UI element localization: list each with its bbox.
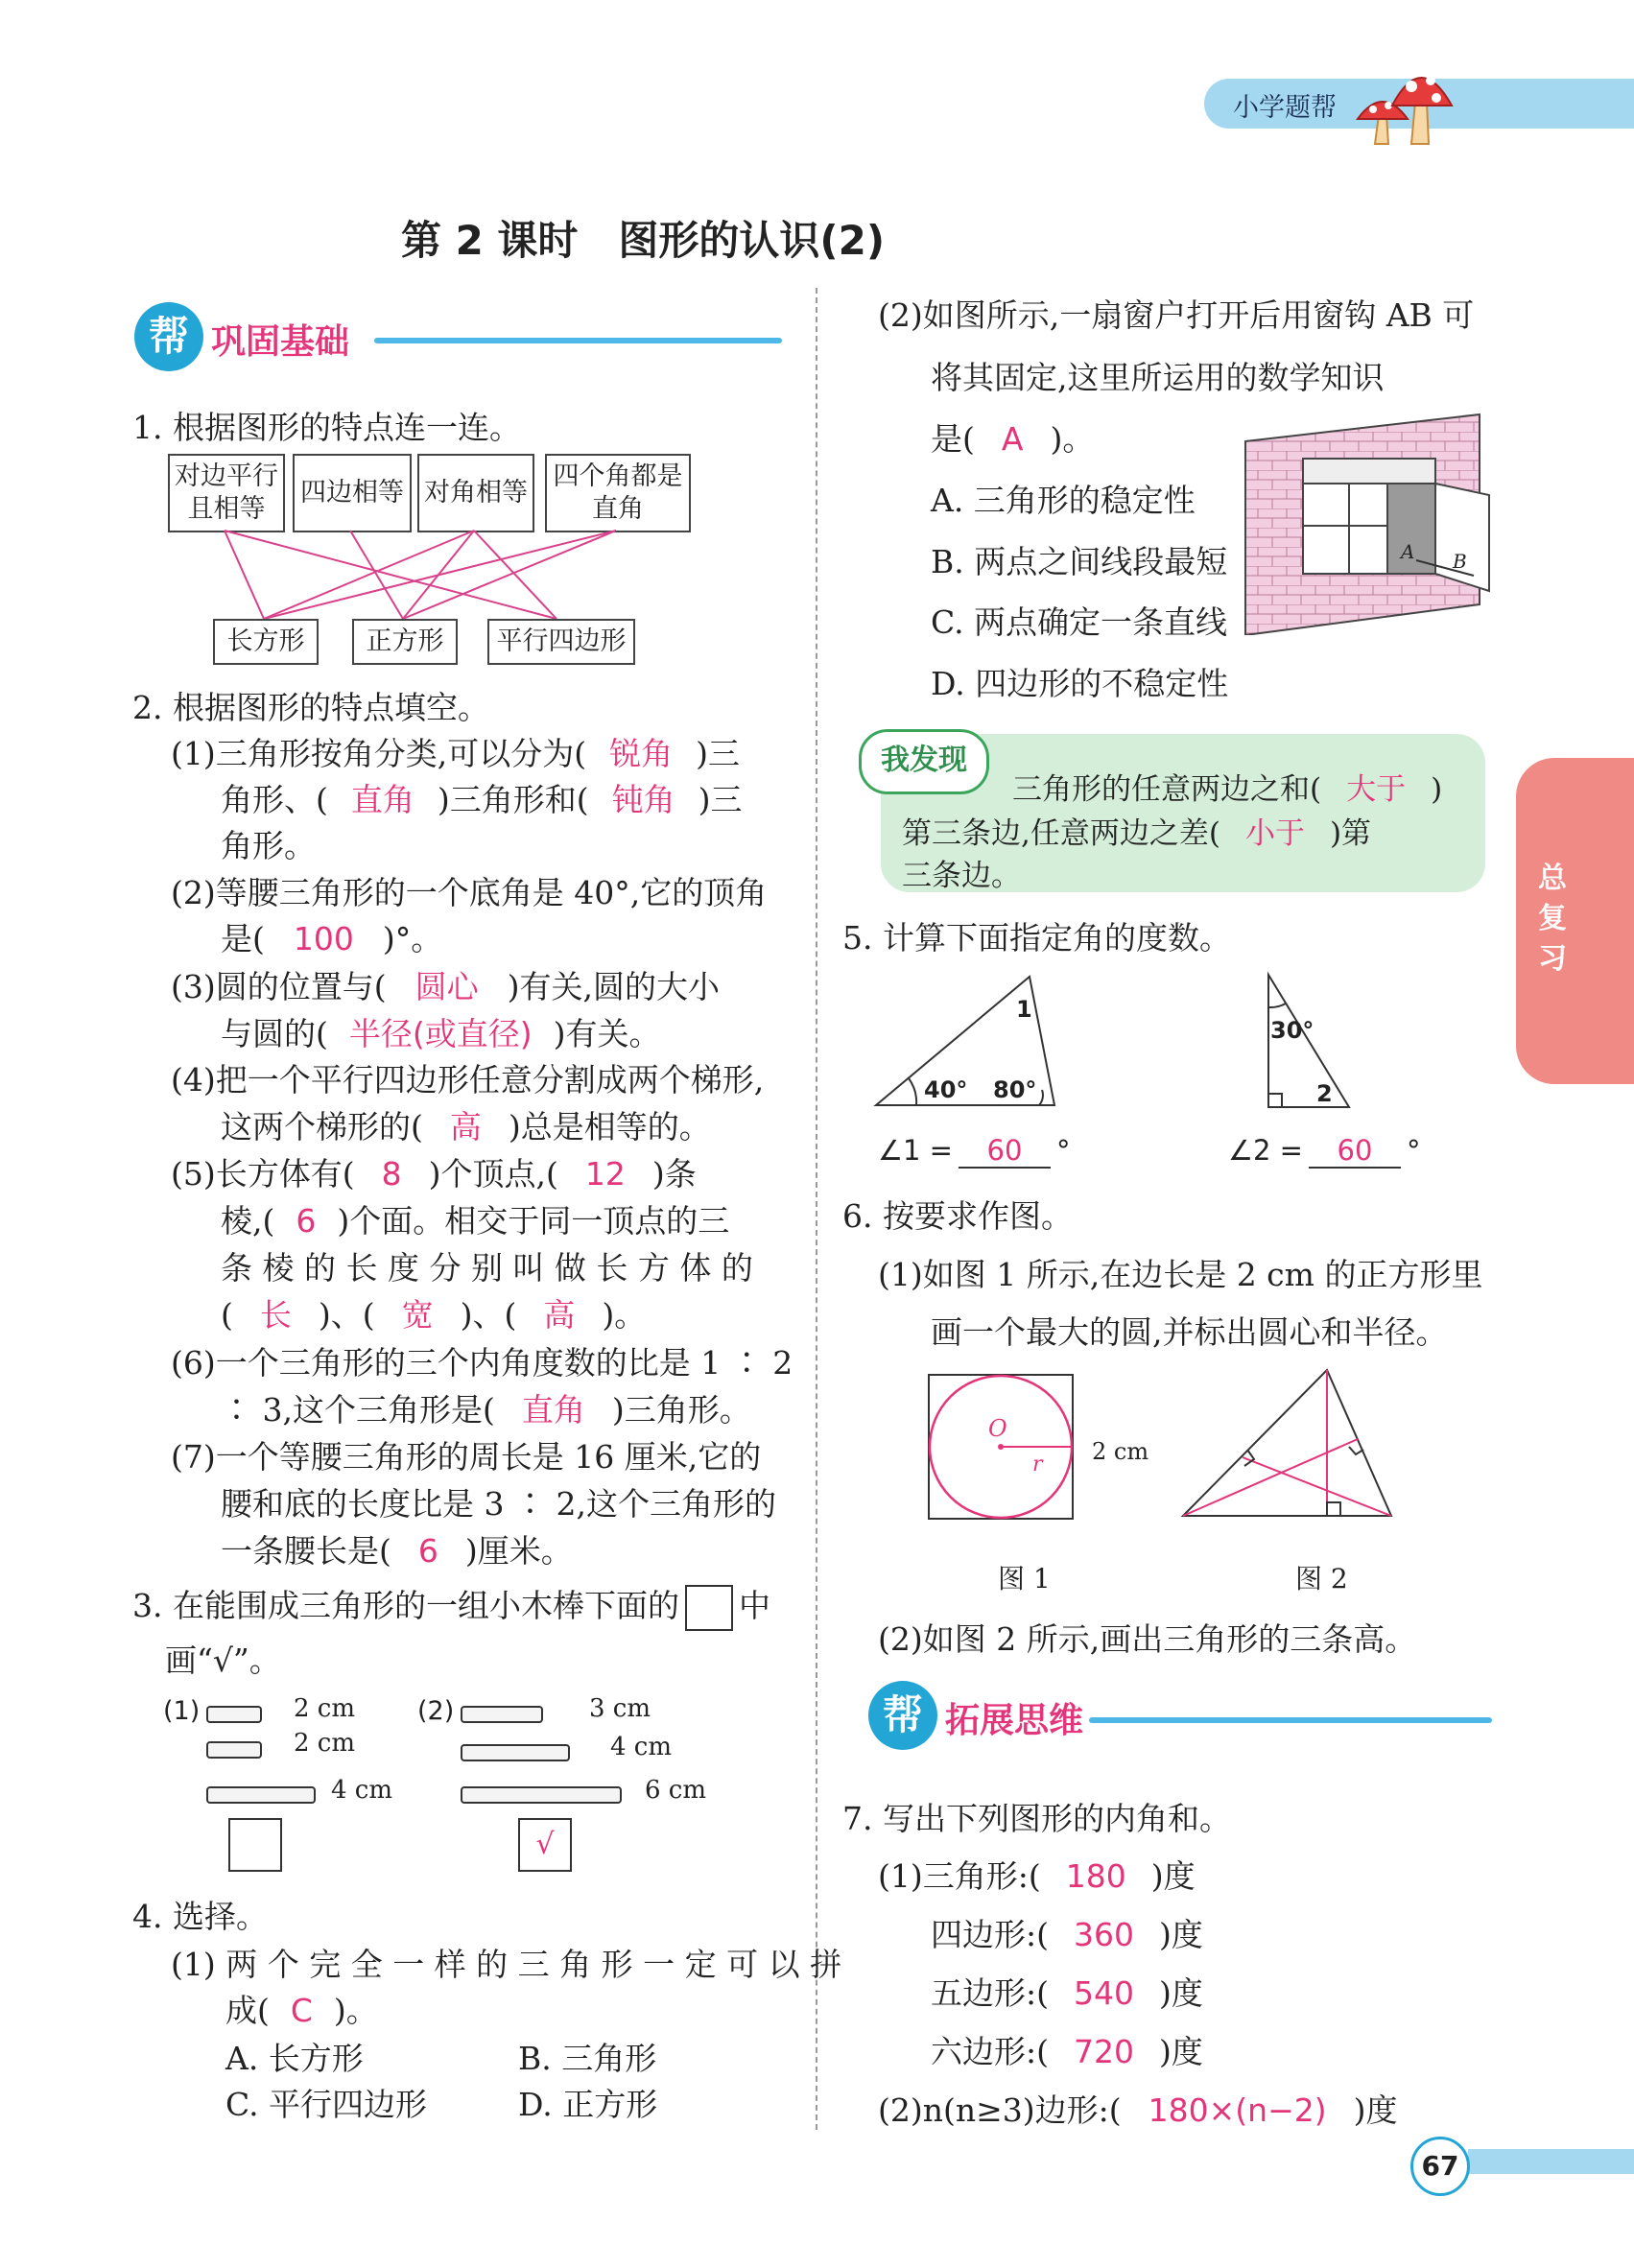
- text: )°。: [382, 920, 443, 957]
- q3-g2-label: (2): [417, 1696, 455, 1726]
- q5-answer-2: [1228, 1134, 1420, 1169]
- answer: 180: [1065, 1857, 1126, 1895]
- stick-length: 2 cm: [294, 1694, 356, 1723]
- q2-p5-line4: [221, 1290, 646, 1335]
- q4-p2-option: D. 四边形的不稳定性: [931, 665, 1229, 702]
- text: )度: [1159, 2033, 1203, 2070]
- q2-p4-line1: (4)把一个平行四边形任意分割成两个梯形,: [171, 1061, 765, 1099]
- q2-stem: 2. 根据图形的特点填空。: [132, 689, 489, 726]
- q7-row: [878, 1852, 1196, 1897]
- q6-p2: (2)如图 2 所示,画出三角形的三条高。: [878, 1620, 1417, 1658]
- q2-p1-line3: 角形。: [221, 827, 316, 864]
- answer: 小于: [1244, 816, 1305, 851]
- text: )有关,圆的大小: [507, 968, 720, 1005]
- angle-label: 80°: [993, 1076, 1037, 1103]
- text: °: [1055, 1134, 1071, 1167]
- q2-p7-line3: [221, 1526, 573, 1571]
- answer: 宽: [401, 1296, 434, 1334]
- section-title-basic: 巩固基础: [211, 322, 350, 362]
- stick: [461, 1706, 543, 1723]
- text: ∠2 =: [1228, 1134, 1303, 1167]
- q6-stem: 6. 按要求作图。: [842, 1197, 1073, 1235]
- text: 是(: [221, 920, 265, 957]
- page-title: 第 2 课时 图形的认识(2): [400, 217, 886, 264]
- answer: 长: [259, 1296, 292, 1334]
- text: 与圆的(: [221, 1015, 328, 1052]
- text: 棱,(: [221, 1202, 275, 1240]
- text: )个顶点,(: [428, 1155, 558, 1193]
- text: 这两个梯形的(: [221, 1108, 423, 1146]
- text: )三角形和(: [437, 781, 589, 818]
- answer: 12: [584, 1155, 626, 1193]
- q4-p2-option: A. 三角形的稳定性: [931, 482, 1196, 519]
- answer: 半径(或直径): [348, 1015, 533, 1052]
- text: ): [1431, 772, 1443, 807]
- answer: 直角: [350, 781, 414, 818]
- text: )第: [1329, 816, 1372, 851]
- answer: 直角: [521, 1391, 585, 1429]
- side-tab-label: 总复习: [1538, 862, 1567, 976]
- answer: C: [290, 1992, 313, 2029]
- text: (1)三角形:(: [878, 1857, 1041, 1895]
- text: )条: [651, 1155, 697, 1193]
- q1-bottom-box[interactable]: 长方形: [213, 619, 319, 665]
- q4-p1-option: D. 正方形: [518, 2086, 658, 2123]
- discovery-line2: [902, 809, 1371, 852]
- answer: 高: [449, 1108, 482, 1146]
- q2-p2-line1: (2)等腰三角形的一个底角是 40°,它的顶角: [171, 874, 768, 911]
- text: 角形、(: [221, 781, 328, 818]
- text: 3. 在能围成三角形的一组小木棒下面的: [132, 1587, 679, 1624]
- figure-1: [921, 1367, 1161, 1530]
- answer: 圆心: [414, 968, 479, 1005]
- q7-row: [931, 1969, 1203, 2014]
- text: (: [221, 1296, 233, 1334]
- discovery-line3: 三条边。: [902, 859, 1021, 893]
- q7-p2: [878, 2086, 1397, 2131]
- q2-p1-line2: [221, 775, 743, 820]
- q4-p2-line3: [931, 414, 1094, 460]
- q4-p1-option: C. 平行四边形: [225, 2086, 428, 2123]
- section-logo-icon: 帮: [868, 1681, 937, 1750]
- q4-p1-line2: [225, 1986, 378, 2031]
- answer: 360: [1074, 1916, 1134, 1953]
- section-rule: [1089, 1717, 1492, 1723]
- stick-length: 4 cm: [610, 1733, 673, 1761]
- q5-stem: 5. 计算下面指定角的度数。: [842, 919, 1231, 957]
- q2-p5-line1: [171, 1149, 697, 1194]
- q1-stem: 1. 根据图形的特点连一连。: [132, 409, 521, 446]
- answer: 60: [959, 1134, 1051, 1169]
- q2-p6-line1: (6)一个三角形的三个内角度数的比是 1 ∶ 2: [171, 1344, 793, 1382]
- q2-p4-line2: [221, 1102, 711, 1147]
- text: )。: [602, 1296, 647, 1334]
- text: 第三条边,任意两边之差(: [902, 816, 1220, 851]
- text: (2)n(n≥3)边形:(: [878, 2091, 1122, 2129]
- stick-length: 3 cm: [589, 1694, 651, 1723]
- q3-stem-line2: 画“√”。: [165, 1642, 281, 1679]
- text: )个面。相交于同一顶点的三: [337, 1202, 730, 1240]
- text: )。: [1050, 420, 1095, 458]
- text: )厘米。: [464, 1532, 573, 1570]
- q4-p1-option: A. 长方形: [225, 2040, 364, 2077]
- q3-g1-checkbox[interactable]: [228, 1818, 282, 1872]
- q4-p1-line1: (1) 两 个 完 全 一 样 的 三 角 形 一 定 可 以 拼: [171, 1946, 842, 1983]
- text: )、(: [318, 1296, 375, 1334]
- answer: 大于: [1346, 772, 1407, 807]
- brand-label: 小学题帮: [1233, 93, 1337, 123]
- answer: A: [1001, 420, 1024, 458]
- text: )总是相等的。: [508, 1108, 711, 1146]
- angle-label: 30°: [1270, 1017, 1314, 1044]
- mushroom-icon: [1348, 56, 1463, 147]
- text: 四边形:(: [931, 1916, 1049, 1953]
- radius-label: r: [1032, 1453, 1043, 1477]
- answer: 720: [1074, 2033, 1134, 2070]
- window-figure: [1243, 413, 1493, 635]
- section-title-expand: 拓展思维: [945, 1701, 1084, 1740]
- q3-g1-label: (1): [163, 1696, 201, 1726]
- answer: 锐角: [609, 735, 674, 772]
- answer: 6: [296, 1202, 317, 1240]
- answer: 100: [293, 920, 354, 957]
- q4-p2-line1: (2)如图所示,一扇窗户打开后用窗钩 AB 可: [878, 296, 1475, 334]
- stick: [206, 1706, 262, 1723]
- text: 六边形:(: [931, 2033, 1049, 2070]
- text: )三: [698, 781, 743, 818]
- box-line: 四个角都是: [553, 461, 683, 491]
- q4-p2-option: C. 两点确定一条直线: [931, 603, 1228, 641]
- q1-connection-lines: [0, 0, 816, 672]
- figure-2: [1175, 1362, 1406, 1521]
- point-b-label: B: [1453, 550, 1467, 573]
- section-logo-icon: 帮: [134, 302, 203, 371]
- text: )、(: [460, 1296, 517, 1334]
- answer: 540: [1074, 1974, 1134, 2012]
- page-number: 67: [1410, 2137, 1470, 2196]
- page-number-bar: [1468, 2149, 1634, 2174]
- answer: 高: [543, 1296, 576, 1334]
- column-divider: [816, 288, 817, 2130]
- text: 一条腰长是(: [221, 1532, 391, 1570]
- q7-row: [931, 1910, 1203, 1955]
- text: (3)圆的位置与(: [171, 968, 387, 1005]
- angle-label: 1: [1016, 996, 1032, 1023]
- text: 成(: [225, 1992, 270, 2029]
- text: )度: [1159, 1916, 1203, 1953]
- figure-1-caption: 图 1: [998, 1563, 1051, 1595]
- stick-length: 2 cm: [294, 1729, 356, 1758]
- angle-label: 40°: [924, 1076, 968, 1103]
- text: 五边形:(: [931, 1974, 1049, 2012]
- text: )度: [1353, 2091, 1398, 2129]
- text: )。: [333, 1992, 378, 2029]
- q5-answer-1: [878, 1134, 1070, 1169]
- triangle-1: [868, 969, 1089, 1113]
- stick: [461, 1786, 622, 1804]
- answer: 60: [1309, 1134, 1401, 1169]
- q2-p7-line1: (7)一个等腰三角形的周长是 16 厘米,它的: [171, 1438, 762, 1476]
- text: 中: [738, 1587, 770, 1624]
- q6-p1-line2: 画一个最大的圆,并标出圆心和半径。: [931, 1313, 1448, 1351]
- side-length-label: 2 cm: [1092, 1438, 1149, 1465]
- q1-bottom-box[interactable]: 正方形: [352, 619, 458, 665]
- discovery-badge: 我发现: [859, 729, 989, 794]
- q2-p5-line3: 条 棱 的 长 度 分 别 叫 做 长 方 体 的: [221, 1249, 753, 1287]
- q3-stem-line1: [132, 1581, 770, 1631]
- q2-p7-line2: 腰和底的长度比是 3 ∶ 2,这个三角形的: [221, 1485, 776, 1523]
- q7-row: [931, 2027, 1203, 2072]
- stick: [206, 1741, 262, 1759]
- q2-p3-line2: [221, 1009, 661, 1054]
- box-line: 对边平行: [175, 461, 278, 491]
- figure-2-caption: 图 2: [1295, 1563, 1348, 1595]
- box-line: 四边相等: [300, 478, 404, 508]
- q4-p2-line2: 将其固定,这里所运用的数学知识: [931, 359, 1385, 396]
- text: °: [1406, 1134, 1421, 1167]
- stick-length: 4 cm: [331, 1776, 393, 1805]
- center-label: O: [988, 1415, 1007, 1442]
- answer: 8: [381, 1155, 402, 1193]
- stick-length: 6 cm: [645, 1776, 707, 1805]
- text: 三角形的任意两边之和(: [1012, 772, 1322, 807]
- stick: [206, 1786, 316, 1804]
- angle-label: 2: [1316, 1080, 1333, 1107]
- point-a-label: A: [1401, 540, 1415, 563]
- q2-p1-line1: [171, 729, 740, 774]
- q1-bottom-box[interactable]: 平行四边形: [487, 619, 635, 665]
- text: (1)三角形按角分类,可以分为(: [171, 735, 587, 772]
- text: )度: [1159, 1974, 1203, 2012]
- text: )三角形。: [611, 1391, 751, 1429]
- q2-p6-line2: [221, 1385, 751, 1430]
- q4-stem: 4. 选择。: [132, 1898, 268, 1935]
- q2-p3-line1: [171, 962, 720, 1007]
- answer: 180×(n−2): [1148, 2091, 1327, 2129]
- q4-p1-option: B. 三角形: [518, 2040, 657, 2077]
- q7-stem: 7. 写出下列图形的内角和。: [842, 1800, 1231, 1837]
- q6-p1-line1: (1)如图 1 所示,在边长是 2 cm 的正方形里: [878, 1256, 1483, 1293]
- text: 是(: [931, 420, 975, 458]
- discovery-line1: [1012, 765, 1442, 808]
- text: )度: [1150, 1857, 1196, 1895]
- text: ∠1 =: [878, 1134, 953, 1167]
- text: ∶ 3,这个三角形是(: [221, 1391, 495, 1429]
- text: )三: [696, 735, 740, 772]
- stick: [461, 1744, 570, 1761]
- box-line: 且相等: [187, 494, 266, 524]
- q2-p5-line2: [221, 1196, 729, 1241]
- triangle-2: [1257, 967, 1382, 1113]
- q3-g2-checkbox[interactable]: √: [518, 1818, 572, 1872]
- q4-p2-option: B. 两点之间线段最短: [931, 543, 1228, 580]
- text: )有关。: [553, 1015, 661, 1052]
- box-line: 对角相等: [424, 478, 528, 508]
- example-box: [685, 1585, 733, 1631]
- box-line: 直角: [592, 494, 644, 524]
- text: (5)长方体有(: [171, 1155, 355, 1193]
- answer: 6: [417, 1532, 438, 1570]
- q2-p2-line2: [221, 914, 442, 959]
- answer: 钝角: [611, 781, 675, 818]
